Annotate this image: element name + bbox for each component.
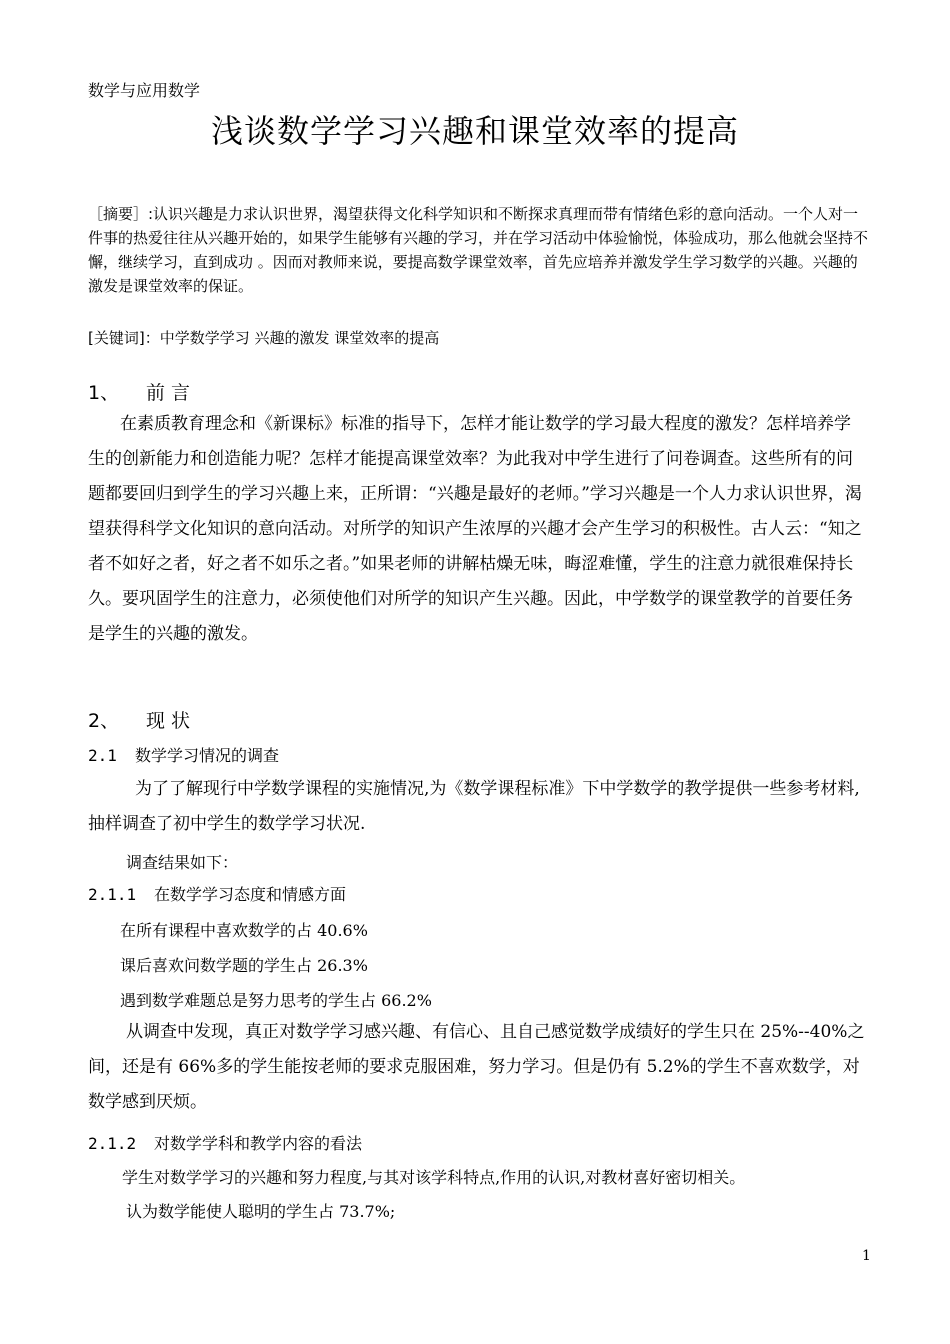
stat-line: 课后喜欢问数学题的学生占 26.3% <box>120 956 368 975</box>
survey-results-intro: 调查结果如下： <box>126 853 239 872</box>
subsection-heading-2-1-2 <box>88 1131 362 1154</box>
keywords: [关键词]：中学数学学习 兴趣的激发 课堂效率的提高 <box>88 329 440 347</box>
subsection-number: 2.1 <box>88 746 117 765</box>
view-line: 认为数学能使人聪明的学生占 73.7%; <box>126 1202 396 1221</box>
subsection-heading-2-1 <box>88 743 279 766</box>
section-number: 1、 <box>88 382 120 404</box>
subsection-heading-2-1-1 <box>88 882 346 905</box>
subsection-title: 数学学习情况的调查 <box>135 746 280 765</box>
section-title: 现状 <box>146 710 197 732</box>
subject-label: 数学与应用数学 <box>88 81 201 100</box>
findings-paragraph: 从调查中发现，真正对数学学习感兴趣、有信心、且自己感觉数学成绩好的学生只在 25%--40%之间，还是有 66%多的学生能按老师的要求克服困难，努力学习。但是仍有 5.2%的学生不喜欢数学，对数学感到厌烦。 <box>88 1022 865 1112</box>
survey-paragraph: 为了了解现行中学数学课程的实施情况,为《数学课程标准》下中学数学的教学提供一些参考材料,抽样调查了初中学生的数学学习状况. <box>88 779 860 834</box>
subsection-title: 对数学学科和教学内容的看法 <box>154 1134 363 1153</box>
section-number: 2、 <box>88 710 120 732</box>
subsection-number: 2.1.1 <box>88 885 137 904</box>
abstract: ［摘要］:认识兴趣是力求认识世界，渴望获得文化科学知识和不断探求真理而带有情绪色彩的意向活动。一个人对一件事的热爱往往从兴趣开始的，如果学生能够有兴趣的学习，并在学习活动中体验愉悦，体验成功，那么他就会坚持不懈，继续学习，直到成功 。因而对教师来说，要提高数学课堂效率，首先应培养并激发学生学习数学的兴趣。兴趣的激发是课堂效率的保证。 <box>88 205 869 295</box>
subsection-title: 在数学学习态度和情感方面 <box>154 885 347 904</box>
page-number: 1 <box>862 1248 871 1264</box>
section-heading-1 <box>88 378 196 405</box>
view-line: 学生对数学学习的兴趣和努力程度,与其对该学科特点,作用的认识,对教材喜好密切相关。 <box>122 1168 746 1187</box>
subsection-number: 2.1.2 <box>88 1134 137 1153</box>
stat-line: 在所有课程中喜欢数学的占 40.6% <box>120 921 368 940</box>
section-title: 前言 <box>146 382 197 404</box>
stat-line: 遇到数学难题总是努力思考的学生占 66.2% <box>120 991 432 1010</box>
section-heading-2 <box>88 706 196 733</box>
intro-paragraph: 在素质教育理念和《新课标》标准的指导下，怎样才能让数学的学习最大程度的激发？怎样培养学生的创新能力和创造能力呢？怎样才能提高课堂效率？为此我对中学生进行了问卷调查。这些所有的问题都要回归到学生的学习兴趣上来，正所谓：“兴趣是最好的老师。”学习兴趣是一个人力求认识世界，渴望获得科学文化知识的意向活动。对所学的知识产生浓厚的兴趣才会产生学习的积极性。古人云：“知之者不如好之者，好之者不如乐之者。”如果老师的讲解枯燥无味，晦涩难懂，学生的注意力就很难保持长久。要巩固学生的注意力，必须使他们对所学的知识产生兴趣。因此，中学数学的课堂教学的首要任务是学生的兴趣的激发。 <box>88 414 862 644</box>
page-title: 浅谈数学学习兴趣和课堂效率的提高 <box>210 112 739 150</box>
